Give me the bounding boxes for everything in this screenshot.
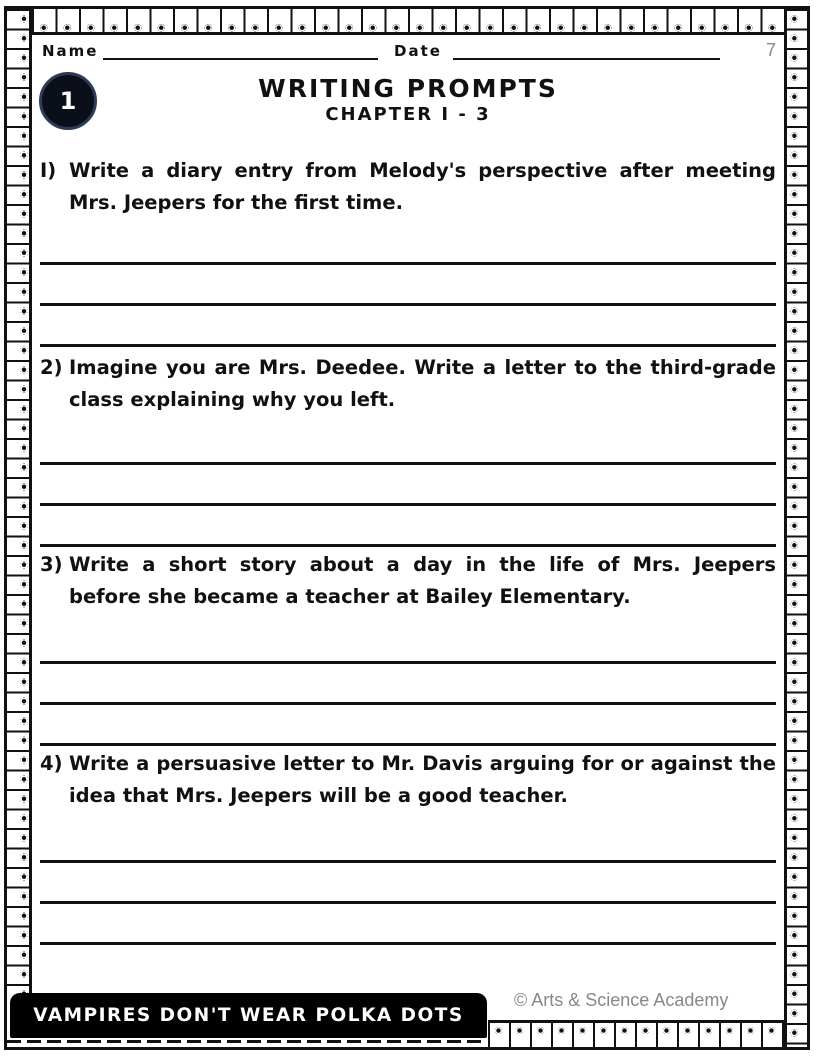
date-field[interactable] (453, 58, 720, 60)
prompt-4 (40, 748, 776, 812)
prompt-text: Write a persuasive letter to Mr. Davis arguing for or against the idea that Mrs. Jeepers will be a good teacher. (69, 752, 776, 807)
copyright-notice: © Arts & Science Academy (514, 990, 729, 1010)
prompt-text: Imagine you are Mrs. Deedee. Write a letter to the third-grade class explaining why you left. (69, 356, 776, 411)
page-subtitle: CHAPTER I - 3 (325, 104, 491, 125)
decorative-border-left (7, 9, 32, 994)
dashed-border-bottom (7, 1040, 487, 1043)
page-title: WRITING PROMPTS (258, 74, 558, 103)
answer-line[interactable] (40, 942, 776, 945)
answer-line[interactable] (40, 743, 776, 746)
prompt-number: 3) (40, 553, 63, 576)
answer-line[interactable] (40, 860, 776, 863)
prompt-1 (40, 155, 776, 219)
prompt-2 (40, 352, 776, 416)
date-label: Date (394, 42, 442, 60)
book-title-banner (10, 993, 487, 1038)
answer-line[interactable] (40, 901, 776, 904)
answer-line[interactable] (40, 503, 776, 506)
prompt-text: Write a diary entry from Melody's perspective after meeting Mrs. Jeepers for the first time. (69, 159, 776, 214)
badge-number: 1 (59, 87, 77, 115)
name-field[interactable] (103, 58, 378, 60)
prompt-number: I) (40, 159, 57, 182)
prompt-number: 4) (40, 752, 63, 775)
book-title: VAMPIRES DON'T WEAR POLKA DOTS (33, 1005, 464, 1026)
page-number: 7 (766, 40, 777, 60)
answer-line[interactable] (40, 462, 776, 465)
answer-line[interactable] (40, 262, 776, 265)
answer-line[interactable] (40, 702, 776, 705)
decorative-border-bottom (488, 1020, 784, 1047)
prompt-3 (40, 549, 776, 613)
answer-line[interactable] (40, 344, 776, 347)
answer-line[interactable] (40, 661, 776, 664)
decorative-border-right (784, 9, 807, 1047)
prompt-number: 2) (40, 356, 63, 379)
answer-line[interactable] (40, 303, 776, 306)
prompt-text: Write a short story about a day in the life of Mrs. Jeepers before she became a teacher at Bailey Elementary. (69, 553, 776, 608)
decorative-border-top (32, 9, 784, 35)
answer-line[interactable] (40, 544, 776, 547)
name-label: Name (42, 42, 99, 60)
